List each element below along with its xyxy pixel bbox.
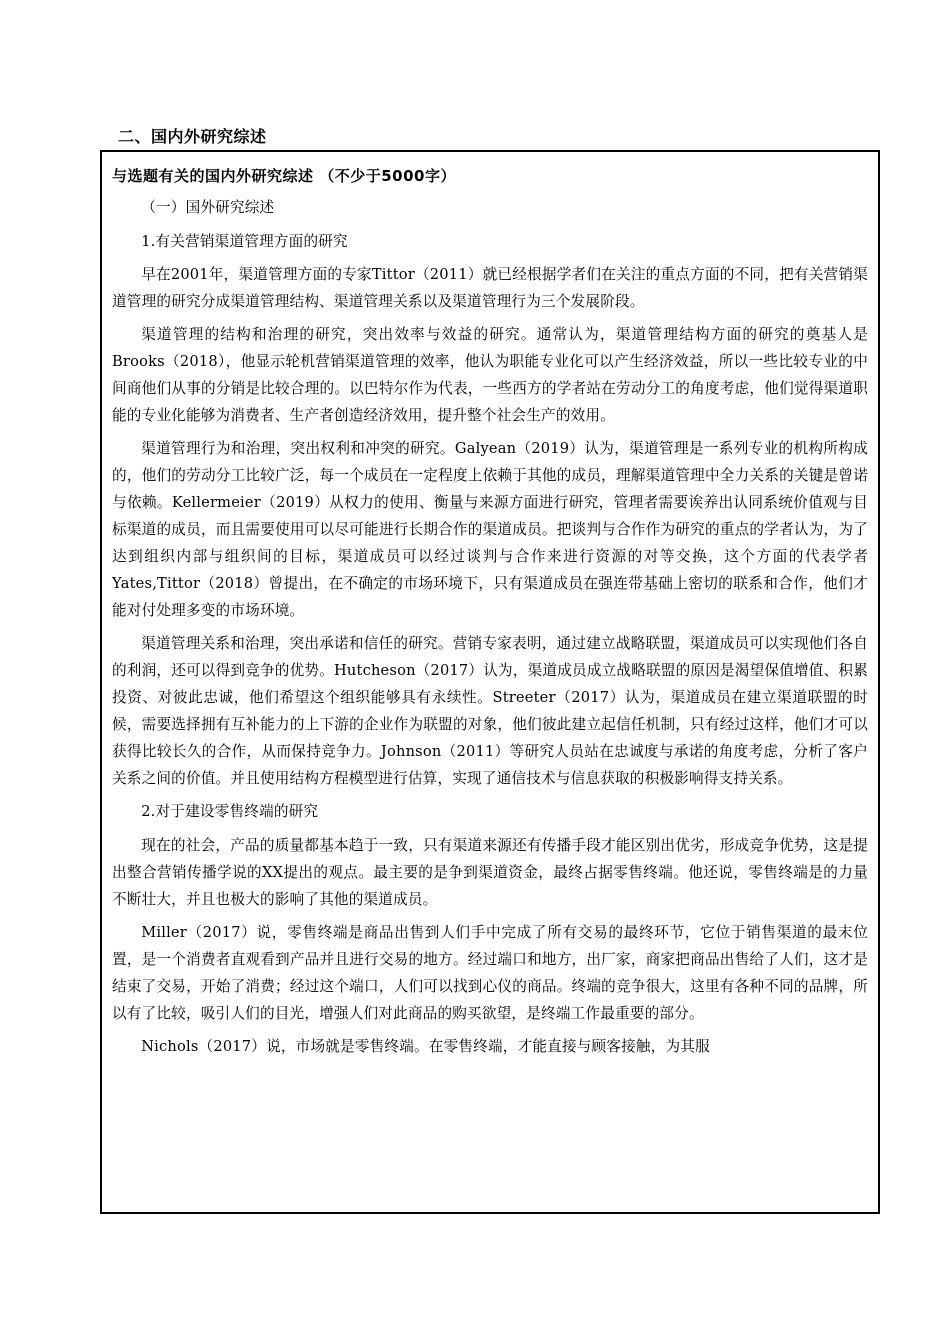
research-review-box — [100, 150, 880, 1214]
paragraph-2: 渠道管理的结构和治理的研究，突出效率与效益的研究。通常认为，渠道管理结构方面的研究的奠基人是Brooks（2018），他显示轮机营销渠道管理的效率，他认为职能专业化可以产生经济效益，所以一些比较专业的中间商他们从事的分销是比较合理的。以巴特尔作为代表，一些西方的学者站在劳动分工的角度考虑，他们觉得渠道职能的专业化能够为消费者、生产者创造经济效用，提升整个社会生产的效用。 — [112, 326, 868, 424]
section-heading: 二、国内外研究综述 — [118, 127, 267, 146]
box-title: 与选题有关的国内外研究综述 （不少于5000字） — [112, 167, 456, 185]
subheading-channel-management: 1.有关营销渠道管理方面的研究 — [141, 232, 348, 250]
paragraph-4: 渠道管理关系和治理，突出承诺和信任的研究。营销专家表明，通过建立战略联盟，渠道成员可以实现他们各自的利润，还可以得到竞争的优势。Hutcheson（2017）认为，渠道成员成立战略联盟的原因是渴望保值增值、积累投资、对彼此忠诚，他们希望这个组织能够具有永续性。Streeter（2017）认为，渠道成员在建立渠道联盟的时候，需要选择拥有互补能力的上下游的企业作为联盟的对象，他们彼此建立起信任机制，只有经过这样，他们才可以获得比较长久的合作，从而保持竞争力。Johnson（2011）等研究人员站在忠诚度与承诺的角度考虑，分析了客户关系之间的价值。并且使用结构方程模型进行估算，实现了通信技术与信息获取的积极影响得支持关系。 — [112, 635, 868, 787]
paragraph-1: 早在2001年，渠道管理方面的专家Tittor（2011）就已经根据学者们在关注的重点方面的不同，把有关营销渠道管理的研究分成渠道管理结构、渠道管理关系以及渠道管理行为三个发展阶段。 — [112, 266, 868, 310]
subheading-retail-terminal: 2.对于建设零售终端的研究 — [141, 803, 319, 820]
paragraph-7: Nichols（2017）说，市场就是零售终端。在零售终端，才能直接与顾客接触，为其服 — [141, 1037, 710, 1055]
paragraph-6: Miller（2017）说，零售终端是商品出售到人们手中完成了所有交易的最终环节，它位于销售渠道的最末位置，是一个消费者直观看到产品并且进行交易的地方。经过端口和地方，出厂家，商家把商品出售给了人们，这才是结束了交易，开始了消费；经过这个端口，人们可以找到心仪的商品。终端的竞争很大，这里有各种不同的品牌，所以有了比较，吸引人们的目光，增强人们对此商品的购买欲望，是终端工作最重要的部分。 — [112, 923, 868, 1022]
paragraph-3: 渠道管理行为和治理，突出权利和冲突的研究。Galyean（2019）认为，渠道管理是一系列专业的机构所构成的，他们的劳动分工比较广泛，每一个成员在一定程度上依赖于其他的成员，理解渠道管理中全力关系的关键是曾诺与依赖。Kellermeier（2019）从权力的使用、衡量与来源方面进行研究，管理者需要诶养出认同系统价值观与目标渠道的成员，而且需要使用可以尽可能进行长期合作的渠道成员。把谈判与合作作为研究的重点的学者认为，为了达到组织内部与组织间的目标，渠道成员可以经过谈判与合作来进行资源的对等交换，这个方面的代表学者Yates,Tittor（2018）曾提出，在不确定的市场环境下，只有渠道成员在强连带基础上密切的联系和合作，他们才能对付处理多变的市场环境。 — [112, 440, 868, 619]
paragraph-5: 现在的社会，产品的质量都基本趋于一致，只有渠道来源还有传播手段才能区别出优劣，形成竞争优势，这是提出整合营销传播学说的XX提出的观点。最主要的是争到渠道资金，最终占据零售终端。他还说，零售终端是的力量不断壮大，并且也极大的影响了其他的渠道成员。 — [112, 836, 868, 908]
subheading-foreign-review: （一）国外研究综述 — [141, 199, 275, 216]
